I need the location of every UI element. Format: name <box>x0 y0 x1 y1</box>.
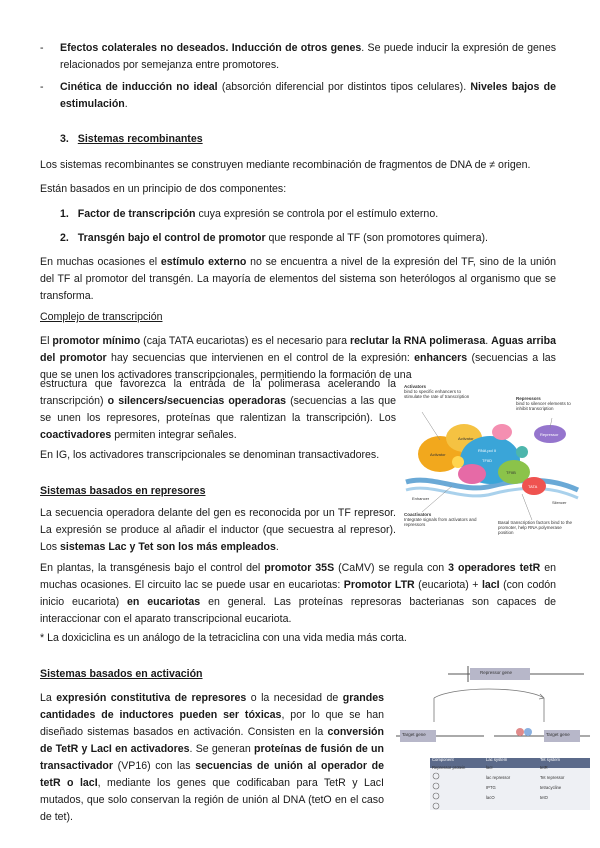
figure-caption: Basal transcription factors bind to the promoter, help RNA polymerase position <box>498 520 573 535</box>
bullet-item <box>40 79 556 113</box>
item-text: que responde al TF (son promotores quimera). <box>265 232 488 244</box>
table-row: IPTG tetracycline <box>486 784 562 790</box>
bullet-bold: Niveles bajos de estimulación <box>60 81 556 110</box>
table-row: lacO tetO <box>486 794 548 800</box>
figure-label: Enhancer <box>412 496 430 501</box>
paragraph: En muchas ocasiones el estímulo externo no se encuentra a nivel de la expresión del TF, sino de la unión del TF al promotor del transgén. La mayoría de elementos del sistema son heterólogos al organismo que se transforma. <box>40 256 557 302</box>
item-number: 1. <box>60 208 69 220</box>
table-row: lac repressor Tet repressor <box>486 774 565 780</box>
paragraph: El promotor mínimo (caja TATA eucariotas) es el necesario para reclutar la RNA polimerasa. Aguas arriba del promotor hay secuencias que intervienen en el control de la expresión: enhancers (secuencias a las que se unen los activadores transcripcionales, permitiendo la formación de una <box>40 335 556 381</box>
subsection-title: Complejo de transcripción <box>40 311 163 323</box>
figure-label: Repressor <box>540 432 559 437</box>
dash-bullet: - <box>40 81 44 93</box>
figure-label: Silencer <box>552 500 567 505</box>
section-number: 3. <box>60 133 69 145</box>
paragraph: estructura que favorezca la entrada de la polimerasa acelerando la transcripción) o silencers/secuencias operadoras (secuencias a las que se unen los represores, proteínas que ralentizan la transcripción). Los coactivadores permiten integrar señales. <box>40 378 396 441</box>
lac-tet-table <box>430 757 590 802</box>
section-heading <box>60 131 203 148</box>
gene-box-label: Target gene <box>546 732 570 737</box>
gene-box-label: Target gene <box>402 732 426 737</box>
gene-box-label: Repressor gene <box>480 670 513 675</box>
numbered-item <box>60 206 560 223</box>
table-header-row: Component Lac system Tet system <box>432 757 561 762</box>
item-bold: Factor de transcripción <box>77 208 196 220</box>
figure-caption: Activators bind to specific enhancers to stimulate the rate of transcription <box>404 384 470 399</box>
figure-label: TFIID <box>482 458 492 463</box>
figure-label: TFIIB <box>506 470 516 475</box>
paragraph: La expresión constitutiva de represores o la necesidad de grandes cantidades de inductores pueden ser tóxicas, por lo que se han diseñado sistemas basados en activación. Consisten en la conversión de TetR y LacI en activadores. Se generan proteínas de fusión de un transactivador (VP16) con las secuencias de unión al operador de tetR o lacI, mediante los genes que codificaban para TetR y LacI mutados, que solo conservan la región de unión al DNA (tetO en el caso de tet). <box>40 692 384 823</box>
figure-label: TATA <box>528 484 538 489</box>
bullet-text: . Se puede inducir la expresión de genes relacionados por semejanza entre promotores. <box>60 42 557 71</box>
figure-label: Activator <box>430 452 446 457</box>
numbered-item <box>60 230 560 247</box>
bullet-item <box>40 40 557 74</box>
section-title: Sistemas recombinantes <box>77 133 203 145</box>
subsection-title: Sistemas basados en activación <box>40 668 203 680</box>
item-text: cuya expresión se controla por el estímulo externo. <box>195 208 439 220</box>
figure-label: Activator <box>458 436 474 441</box>
dash-bullet: - <box>40 42 44 54</box>
figure-caption: Repressors bind to silencer elements to inhibit transcription <box>516 396 571 411</box>
footnote: * La doxiciclina es un análogo de la tetraciclina con una vida media más corta. <box>40 632 407 644</box>
item-bold: Transgén bajo el control de promotor <box>77 232 266 244</box>
paragraph: Los sistemas recombinantes se construyen mediante recombinación de fragmentos de DNA de ≠ origen. <box>40 159 531 171</box>
paragraph: En IG, los activadores transcripcionales se denominan transactivadores. <box>40 449 380 461</box>
bullet-text: (absorción diferencial por distintos tipos celulares). <box>217 81 471 93</box>
paragraph: La secuencia operadora delante del gen es reconocida por un TF represor. La expresión se produce al añadir el inductor (que secuestra al represor). Los sistemas Lac y Tet son los más empleados. <box>40 507 396 553</box>
figure-label: RNA pol II <box>478 448 497 453</box>
bullet-text: . <box>124 98 128 110</box>
subsection-title: Sistemas basados en represores <box>40 485 206 497</box>
bullet-bold: Efectos colaterales no deseados. Inducción de otros genes <box>60 42 362 54</box>
paragraph: Están basados en un principio de dos componentes: <box>40 183 287 195</box>
paragraph: En plantas, la transgénesis bajo el control del promotor 35S (CaMV) se regula con 3 operadores tetR en muchas ocasiones. El circuito lac se puede usar en eucariotas: Promotor LTR (eucariota) + lacI (con codón inicio eucariota) en eucariotas en general. Las proteínas represoras bacterianas son capaces de interaccionar con el aparato transcripcional eucariota. <box>40 562 557 625</box>
figure-caption: Coactivators Integrate signals from activators and repressors <box>404 512 477 527</box>
table-row: Repressor protein lacI tetR <box>432 764 548 770</box>
bullet-bold: Cinética de inducción no ideal <box>60 81 218 93</box>
item-number: 2. <box>60 232 69 244</box>
